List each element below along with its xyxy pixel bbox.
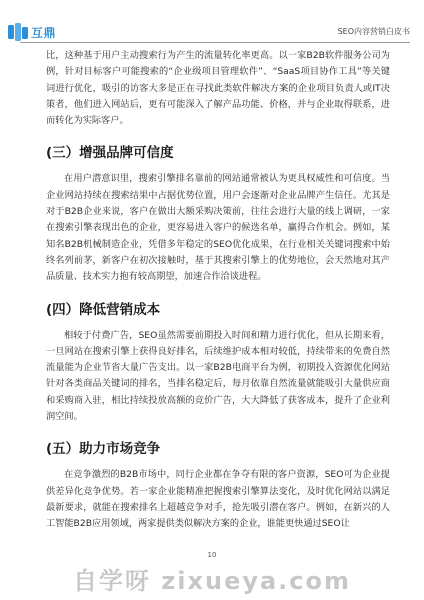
page-header (0, 0, 424, 44)
logo-text: 互鼎 (31, 25, 57, 40)
header-divider (20, 42, 410, 43)
body-paragraph: 在竞争激烈的B2B市场中，同行企业都在争夺有限的客户资源，SEO可为企业提供差异化竞争优势。若一家企业能精准把握搜索引擎算法变化，及时优化网站以满足最新要求，就能在搜索排名上超越竞争对手，抢先吸引潜在客户。例如，在新兴的人工智能B2B应用领域，两家提供类似解决方案的企业，谁能更快通过SEO让 (46, 469, 390, 530)
section-heading: (三）增强品牌可信度 (46, 145, 174, 162)
brand-logo (8, 22, 56, 42)
section-heading: (四）降低营销成本 (46, 301, 161, 318)
section-heading: (五）助力市场竞争 (46, 441, 161, 458)
body-paragraph: 相较于付费广告，SEO虽然需要前期投入时间和精力进行优化，但从长期来看，一旦网站在搜索引擎上获得良好排名，后续维护成本相对较低，持续带来的免费自然流量能为企业节省大量广告支出。以一家B2B电商平台为例，初期投入资源优化网站针对各类商品关键词的排名，当排名稳定后，每月依靠自然流量就能吸引大量供应商和采购商入驻，相比持续投放高额的竞价广告，大大降低了获客成本，提升了企业利润空间。 (46, 329, 390, 423)
watermark-text: 自学呀 zixueya.com (72, 566, 352, 595)
document-title: SEO内容营销白皮书 (337, 27, 410, 36)
body-paragraph: 比，这种基于用户主动搜索行为产生的流量转化率更高。以一家B2B软件服务公司为例，针对目标客户可能搜索的“企业级项目管理软件”、“SaaS项目协作工具”等关键词进行优化，吸引的访客大多是正在寻找此类软件解决方案的企业项目负责人或IT决策者，他们进入网站后，更有可能深入了解产品功能、价格，并与企业取得联系，进而转化为实际客户。 (46, 50, 390, 127)
logo-icon (8, 23, 28, 41)
page-number: 10 (207, 551, 217, 559)
page-content (46, 48, 390, 533)
body-paragraph: 在用户潜意识里，搜索引擎排名靠前的网站通常被认为更具权威性和可信度。当企业网站持续在搜索结果中占据优势位置，用户会逐渐对企业品牌产生信任。尤其是对于B2B企业来说，客户在做出大额采购决策前，往往会进行大量的线上调研，一家在搜索引擎表现出色的企业，更容易进入客户的候选名单，赢得合作机会。例如，某知名B2B机械制造企业，凭借多年稳定的SEO优化成果，在行业相关关键词搜索中始终名列前茅，新客户在初次接触时，基于其搜索引擎上的优势地位，会天然地对其产品质量、技术实力抱有较高期望，加速合作洽谈进程。 (46, 173, 390, 283)
